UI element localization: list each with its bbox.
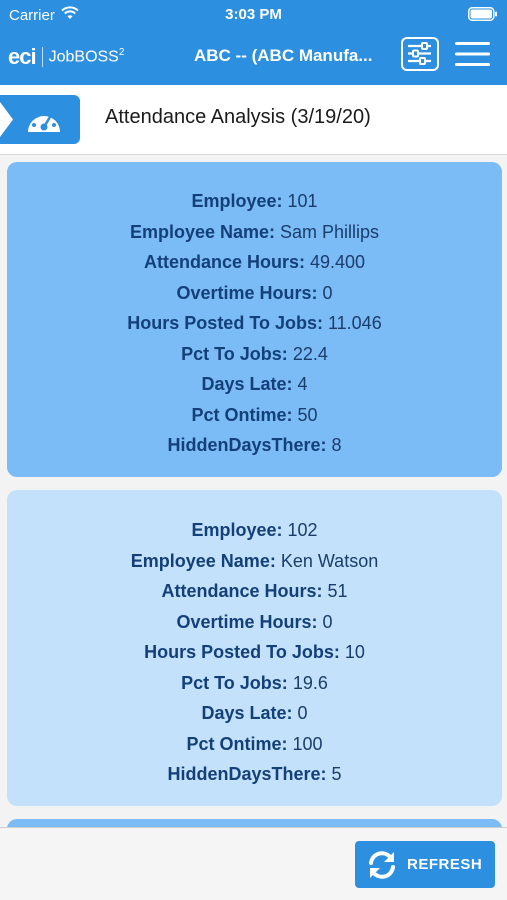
pct-to-jobs-value: 19.6 [292,672,328,693]
employee-name-value: Ken Watson [280,550,379,571]
overtime-hours-label: Overtime Hours: [176,282,318,303]
status-time: 3:03 PM [225,6,282,23]
pct-to-jobs-label: Pct To Jobs: [181,672,288,693]
logo-divider [42,47,43,67]
hidden-days-value: 5 [331,764,342,784]
refresh-icon [365,848,399,882]
hours-posted-value: 10 [344,642,365,662]
attendance-list[interactable] [0,155,507,827]
logo-product [49,47,125,66]
dashboard-button[interactable] [0,95,80,144]
hours-posted-label: Hours Posted To Jobs: [127,313,323,333]
attendance-hours-row [7,247,502,278]
attendance-hours-row [7,576,502,607]
pct-ontime-value: 100 [292,733,323,754]
logo-product-name: JobBOSS [48,48,119,66]
attendance-hours-label: Attendance Hours: [143,252,305,272]
employee-name-label: Employee Name: [129,221,275,242]
filter-button[interactable] [401,37,439,71]
employee-name-label: Employee Name: [130,550,276,571]
hidden-days-value: 8 [331,435,342,455]
hamburger-menu-icon [455,40,490,68]
attendance-hours-value: 49.400 [309,252,366,272]
overtime-hours-value: 0 [322,282,333,303]
days-late-value: 4 [297,374,308,394]
days-late-row [7,698,502,729]
employee-card[interactable] [7,490,502,806]
days-late-label: Days Late: [201,703,293,723]
app-header [0,30,507,85]
overtime-hours-row [7,607,502,638]
pct-ontime-row [7,729,502,760]
employee-row [7,186,502,217]
days-late-value: 0 [297,703,308,723]
page-title: Attendance Analysis (3/19/20) [105,106,371,128]
hours-posted-row [7,308,502,339]
employee-name-row [7,217,502,248]
hours-posted-value: 11.046 [327,313,382,333]
footer-bar [0,827,507,900]
gauge-icon [25,103,63,135]
pct-ontime-row [7,400,502,431]
overtime-hours-row [7,278,502,309]
pct-ontime-value: 50 [297,404,318,425]
hidden-days-label: HiddenDaysThere: [167,435,327,455]
overtime-hours-value: 0 [322,611,333,632]
overtime-hours-label: Overtime Hours: [176,611,318,632]
employee-value: 102 [287,520,318,540]
pct-to-jobs-row [7,668,502,699]
employee-value: 101 [287,191,318,211]
jobboss-logo [8,44,124,70]
hidden-days-label: HiddenDaysThere: [167,764,327,784]
page-title-bar [0,85,507,155]
status-bar [0,0,507,30]
pct-to-jobs-label: Pct To Jobs: [181,343,288,364]
days-late-row [7,369,502,400]
company-title[interactable]: ABC -- (ABC Manufa... [194,46,373,65]
employee-row [7,515,502,546]
employee-label: Employee: [191,520,283,540]
pct-to-jobs-value: 22.4 [292,343,328,364]
attendance-hours-value: 51 [327,581,348,601]
employee-card-partial[interactable] [7,819,502,827]
attendance-hours-label: Attendance Hours: [161,581,323,601]
refresh-button[interactable] [355,841,495,888]
pct-ontime-label: Pct Ontime: [191,404,293,425]
refresh-label: REFRESH [407,856,483,873]
chevron-right-icon [0,95,16,144]
pct-ontime-label: Pct Ontime: [186,733,288,754]
employee-name-value: Sam Phillips [280,221,380,242]
hours-posted-row [7,637,502,668]
employee-card[interactable] [7,162,502,477]
battery-icon [468,7,498,25]
hidden-days-row [7,430,502,461]
employee-label: Employee: [191,191,283,211]
employee-name-row [7,546,502,577]
logo-eci: eci [8,44,36,69]
pct-to-jobs-row [7,339,502,370]
carrier-label: Carrier [9,6,55,24]
hours-posted-label: Hours Posted To Jobs: [144,642,340,662]
menu-button[interactable] [455,40,490,68]
days-late-label: Days Late: [201,374,293,394]
hidden-days-row [7,759,502,790]
logo-superscript: 2 [118,47,125,59]
sliders-icon [403,39,436,68]
